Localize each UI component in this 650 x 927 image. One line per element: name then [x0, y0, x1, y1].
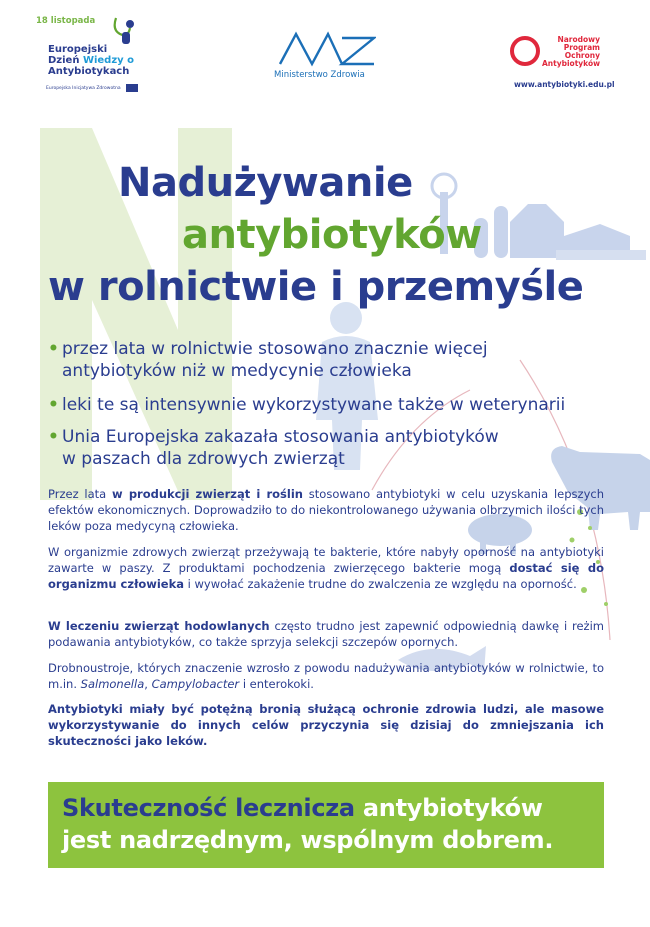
national-program-logo — [506, 28, 624, 92]
paragraph-conclusion: Antybiotyki miały być potężną bronią służącą ochronie zdrowia ludzi, ale masowe wykorzystywanie do innych celów przyczynia się dzisiaj do zmniejszania ich skuteczności jako leków. — [48, 702, 604, 748]
logo-line-2: Dzień Wiedzy o — [48, 55, 135, 66]
paragraph-resistance: W organizmie zdrowych zwierząt przeżywają te bakterie, które nabyły oporność na antybiotyki zawarte w paszy. Z produktami pochodzenia zwierzęcego bakterie mogą dostać się do organizmu człowieka i wywołać zakażenie trudne do zwalczenia ze względu na oporność. — [48, 545, 604, 591]
program-ring-icon — [510, 36, 540, 66]
bullet-dot: • — [48, 339, 59, 359]
program-name: Narodowy Program Ochrony Antybiotyków — [542, 35, 601, 68]
ministry-name: Ministerstwo Zdrowia — [274, 70, 365, 80]
slogan-line-2: jest nadrzędnym, wspólnym dobrem. — [62, 826, 554, 854]
eu-flag-icon — [126, 84, 138, 92]
bullet-dot: • — [48, 395, 59, 415]
european-antibiotic-day-logo — [30, 14, 150, 94]
paragraph-microbes: Drobnoustroje, których znaczenie wzrosło z powodu nadużywania antybiotyków w rolnictwie, to m.in. Salmonella, Campylobacter i enterokoki. — [48, 661, 604, 691]
bullet-item-1: • przez lata w rolnictwie stosowano znacznie więcej antybiotyków niż w medycynie człowieka — [48, 339, 488, 381]
bullet-item-2: • leki te są intensywnie wykorzystywane także w weterynarii — [48, 395, 566, 415]
logo-line-1: Europejski — [48, 44, 108, 55]
slogan-line-1: Skuteczność lecznicza antybiotyków — [62, 794, 543, 822]
stethoscope-icon — [110, 14, 138, 46]
title-line-2: antybiotyków — [182, 212, 482, 258]
ministry-mz-icon — [276, 30, 376, 68]
slogan-banner — [48, 782, 604, 868]
logo-date: 18 listopada — [36, 16, 96, 26]
logo-line-3: Antybiotykach — [48, 66, 130, 77]
paragraph-treatment: W leczeniu zwierząt hodowlanych często trudno jest zapewnić odpowiednią dawkę i reżim podawania antybiotyków, co także sprzyja selekcji szczepów opornych. — [48, 619, 604, 649]
ministry-of-health-logo — [268, 30, 378, 86]
paragraph-production: Przez lata w produkcji zwierząt i roślin stosowano antybiotyki w celu uzyskania lepszych efektów ekonomicznych. Doprowadziło to do niekontrolowanego używania olbrzymich ilości tych leków poza medycyną człowieka. — [48, 487, 605, 533]
program-url[interactable]: www.antybiotyki.edu.pl — [514, 80, 615, 89]
bullet-dot: • — [48, 427, 59, 447]
logo-tagline: Europejska Inicjatywa Zdrowotna — [46, 86, 121, 91]
bullet-item-3: • Unia Europejska zakazała stosowania antybiotyków w paszach dla zdrowych zwierząt — [48, 427, 499, 469]
title-line-1: Nadużywanie — [118, 160, 413, 206]
title-line-3: w rolnictwie i przemyśle — [48, 264, 584, 310]
